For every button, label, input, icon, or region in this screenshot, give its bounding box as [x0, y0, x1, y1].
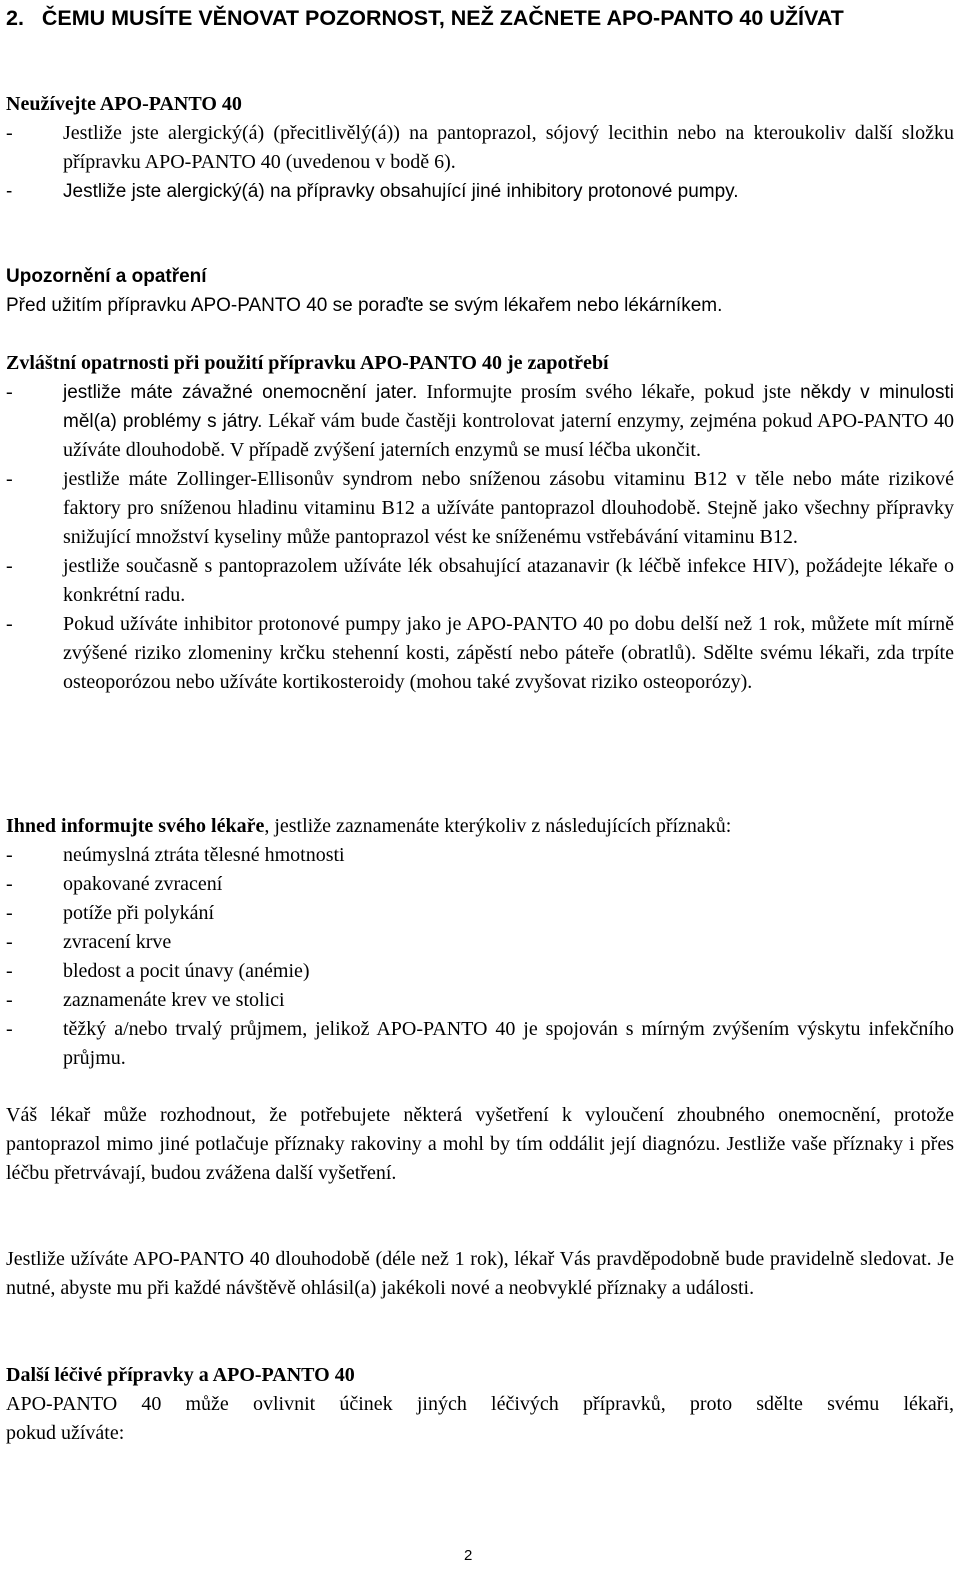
longterm-paragraph [6, 1245, 954, 1303]
symptom-item: - zvracení krve [6, 928, 954, 957]
paragraph-text: Váš lékař může rozhodnout, že potřebujete některá vyšetření k vyloučení zhoubného onemocnění, protože pantoprazol mimo jiné potlačuje příznaky rakoviny a mohl by tím oddálit její diagnózu. Jestliže vaše příznaky i přes léčbu přetrvávají, budou zvážena další vyšetření. [6, 1104, 954, 1184]
item-text: Lékař vám bude častěji kontrolovat jaterní enzymy, zejména pokud APO-PANTO 40 užíváte dlouhodobě. V případě zvýšení jaterních enzymů se musí léčba ukončit. [63, 410, 954, 461]
list-item: - Jestliže jste alergický(á) (přecitlivělý(á)) na pantoprazol, sójový lecithin nebo na kteroukoliv další složku přípravku APO-PANTO 40 (uvedenou v bodě 6). [6, 119, 954, 177]
symptom-item: - těžký a/nebo trvalý průjmem, jelikož APO-PANTO 40 je spojován s mírným zvýšením výskytu infekčního průjmu. [6, 1015, 954, 1073]
list-item: - jestliže současně s pantoprazolem užíváte lék obsahující atazanavir (k léčbě infekce HIV), požádejte lékaře o konkrétní radu. [6, 552, 954, 610]
inform-doctor-bold: Ihned informujte svého lékaře [6, 815, 265, 837]
precautions-list [6, 378, 954, 697]
list-item [6, 378, 954, 465]
do-not-use-list [6, 119, 954, 206]
symptom-item: - potíže při polykání [6, 899, 954, 928]
item-text-sans: jestliže máte závažné onemocnění jater. [63, 382, 418, 403]
list-item: - jestliže máte Zollinger-Ellisonův syndrom nebo sníženou zásobu vitaminu B12 v těle nebo máte rizikové faktory pro sníženou hladinu vitaminu B12 a užíváte pantoprazol dlouhodobě. Stejně jako všechny přípravky snižující množství kyseliny může pantoprazol vést ke sníženému vstřebávání vitaminu B12. [6, 465, 954, 552]
paragraph-text: Jestliže užíváte APO-PANTO 40 dlouhodobě (déle než 1 rok), lékař Vás pravděpodobně bude pravidelně sledovat. Je nutné, abyste mu při každé návštěvě ohlásil(a) jakékoli nové a neobvyklé příznaky a události. [6, 1248, 954, 1299]
page-number: 2 [464, 1547, 473, 1564]
item-text-sans: někdy v minulosti měl(a) problémy s játry. [63, 382, 954, 432]
list-item: - Jestliže jste alergický(á) na přípravky obsahující jiné inhibitory protonové pumpy. [6, 177, 954, 206]
other-medicines-text-a: APO-PANTO 40 může ovlivnit účinek jiných léčivých přípravků, proto sdělte svému lékaři, [6, 1393, 954, 1415]
do-not-use-section [6, 90, 954, 206]
section-heading: 2. ČEMU MUSÍTE VĚNOVAT POZORNOST, NEŽ ZAČNETE APO-PANTO 40 UŽÍVAT [6, 6, 844, 30]
other-medicines-text-b: pokud užíváte: [6, 1422, 125, 1444]
list-item: - Pokud užíváte inhibitor protonové pumpy jako je APO-PANTO 40 po dobu delší než 1 rok, můžete mít mírně zvýšené riziko zlomeniny krčku stehenní kosti, zápěstí nebo páteře (obratlů). Sdělte svému lékaři, zda trpíte osteoporózou nebo užíváte kortikosteroidy (mohou také zvyšovat riziko osteoporózy). [6, 610, 954, 697]
other-medicines-section [6, 1361, 954, 1448]
item-text: Informujte prosím svého lékaře, pokud jste [417, 381, 792, 403]
symptom-item: - bledost a pocit únavy (anémie) [6, 957, 954, 986]
other-medicines-title: Další léčivé přípravky a APO-PANTO 40 [6, 1364, 355, 1386]
symptom-item: - neúmyslná ztráta tělesné hmotnosti [6, 841, 954, 870]
symptom-item: - opakované zvracení [6, 870, 954, 899]
symptoms-list [6, 841, 954, 1073]
inform-doctor-rest: , jestliže zaznamenáte kterýkoliv z následujících příznaků: [264, 815, 732, 837]
precautions-section [6, 349, 954, 697]
do-not-use-title: Neužívejte APO-PANTO 40 [6, 93, 242, 115]
examination-paragraph [6, 1101, 954, 1188]
warnings-text: Před užitím přípravku APO-PANTO 40 se poraďte se svým lékařem nebo lékárníkem. [6, 295, 723, 316]
warnings-section [6, 262, 954, 320]
precautions-title: Zvláštní opatrnosti při použití přípravku APO-PANTO 40 je zapotřebí [6, 352, 609, 374]
inform-doctor-intro [6, 812, 954, 841]
warnings-title: Upozornění a opatření [6, 266, 207, 287]
inform-doctor-section [6, 812, 954, 1073]
symptom-item: - zaznamenáte krev ve stolici [6, 986, 954, 1015]
